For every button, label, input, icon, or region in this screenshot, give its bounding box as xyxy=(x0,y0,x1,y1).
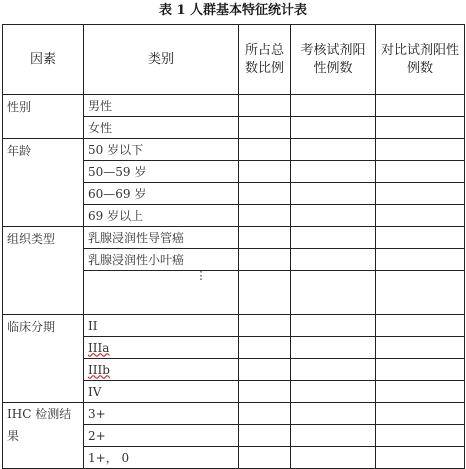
proportion-cell xyxy=(239,205,291,227)
category-cell-more xyxy=(84,271,239,315)
test-positive-cell xyxy=(291,227,376,249)
proportion-cell xyxy=(239,315,291,337)
test-positive-cell xyxy=(291,425,376,447)
proportion-cell xyxy=(239,117,291,139)
category-cell: 1+， 0 xyxy=(84,447,239,469)
control-positive-cell xyxy=(376,447,465,469)
proportion-cell xyxy=(239,403,291,425)
test-positive-cell xyxy=(291,117,376,139)
proportion-cell xyxy=(239,139,291,161)
control-positive-cell xyxy=(376,139,465,161)
test-positive-cell xyxy=(291,249,376,271)
table-row xyxy=(3,139,465,161)
control-positive-cell xyxy=(376,117,465,139)
stage-iiib: IIIb xyxy=(88,362,110,377)
test-positive-cell xyxy=(291,95,376,117)
category-cell: 50—59 岁 xyxy=(84,161,239,183)
control-positive-cell xyxy=(376,227,465,249)
category-cell: 乳腺浸润性导管癌 xyxy=(84,227,239,249)
factor-tissue-type: 组织类型 xyxy=(3,227,84,315)
table-row xyxy=(3,403,465,425)
proportion-cell xyxy=(239,337,291,359)
test-positive-cell xyxy=(291,161,376,183)
proportion-cell xyxy=(239,381,291,403)
factor-gender: 性别 xyxy=(3,95,84,139)
stage-iiia: IIIa xyxy=(88,340,110,355)
test-positive-cell xyxy=(291,337,376,359)
proportion-cell xyxy=(239,359,291,381)
factor-ihc-result: IHC 检测结果 xyxy=(3,403,84,469)
control-positive-cell xyxy=(376,315,465,337)
header-control-positive: 对比试剂阳性例数 xyxy=(376,25,465,95)
header-factor: 因素 xyxy=(3,25,84,95)
control-positive-cell xyxy=(376,337,465,359)
factor-age: 年龄 xyxy=(3,139,84,227)
test-positive-cell xyxy=(291,403,376,425)
control-positive-cell xyxy=(376,359,465,381)
category-cell: 60—69 岁 xyxy=(84,183,239,205)
header-test-positive: 考核试剂阳性例数 xyxy=(291,25,376,95)
proportion-cell xyxy=(239,161,291,183)
table-row xyxy=(3,315,465,337)
control-positive-cell xyxy=(376,249,465,271)
control-positive-cell xyxy=(376,95,465,117)
category-cell: 女性 xyxy=(84,117,239,139)
category-cell: 乳腺浸润性小叶癌 xyxy=(84,249,239,271)
category-cell: 50 岁以下 xyxy=(84,139,239,161)
category-cell: 男性 xyxy=(84,95,239,117)
proportion-cell xyxy=(239,249,291,271)
category-cell: 2+ xyxy=(84,425,239,447)
proportion-cell xyxy=(239,447,291,469)
test-positive-cell xyxy=(291,381,376,403)
category-cell: 3+ xyxy=(84,403,239,425)
proportion-cell xyxy=(239,95,291,117)
header-proportion: 所占总数比例 xyxy=(239,25,291,95)
test-positive-cell xyxy=(291,205,376,227)
test-positive-cell xyxy=(291,359,376,381)
proportion-cell xyxy=(239,425,291,447)
ellipsis-mark: ⋮ xyxy=(195,270,207,282)
test-positive-cell xyxy=(291,315,376,337)
category-cell xyxy=(84,337,239,359)
control-positive-cell xyxy=(376,205,465,227)
proportion-cell xyxy=(239,227,291,249)
test-positive-cell xyxy=(291,447,376,469)
factor-clinical-stage: 临床分期 xyxy=(3,315,84,403)
category-cell: II xyxy=(84,315,239,337)
table-caption: 表 1 人群基本特征统计表 xyxy=(158,3,308,18)
proportion-cell xyxy=(239,271,291,315)
population-characteristics-table xyxy=(2,24,465,469)
table-row xyxy=(3,227,465,249)
test-positive-cell xyxy=(291,139,376,161)
proportion-cell xyxy=(239,183,291,205)
header-row xyxy=(3,25,465,95)
table-row xyxy=(3,95,465,117)
control-positive-cell xyxy=(376,271,465,315)
control-positive-cell xyxy=(376,381,465,403)
control-positive-cell xyxy=(376,183,465,205)
control-positive-cell xyxy=(376,161,465,183)
category-cell xyxy=(84,359,239,381)
test-positive-cell xyxy=(291,183,376,205)
control-positive-cell xyxy=(376,425,465,447)
header-category: 类别 xyxy=(84,25,239,95)
test-positive-cell xyxy=(291,271,376,315)
category-cell: 69 岁以上 xyxy=(84,205,239,227)
category-cell: IV xyxy=(84,381,239,403)
control-positive-cell xyxy=(376,403,465,425)
